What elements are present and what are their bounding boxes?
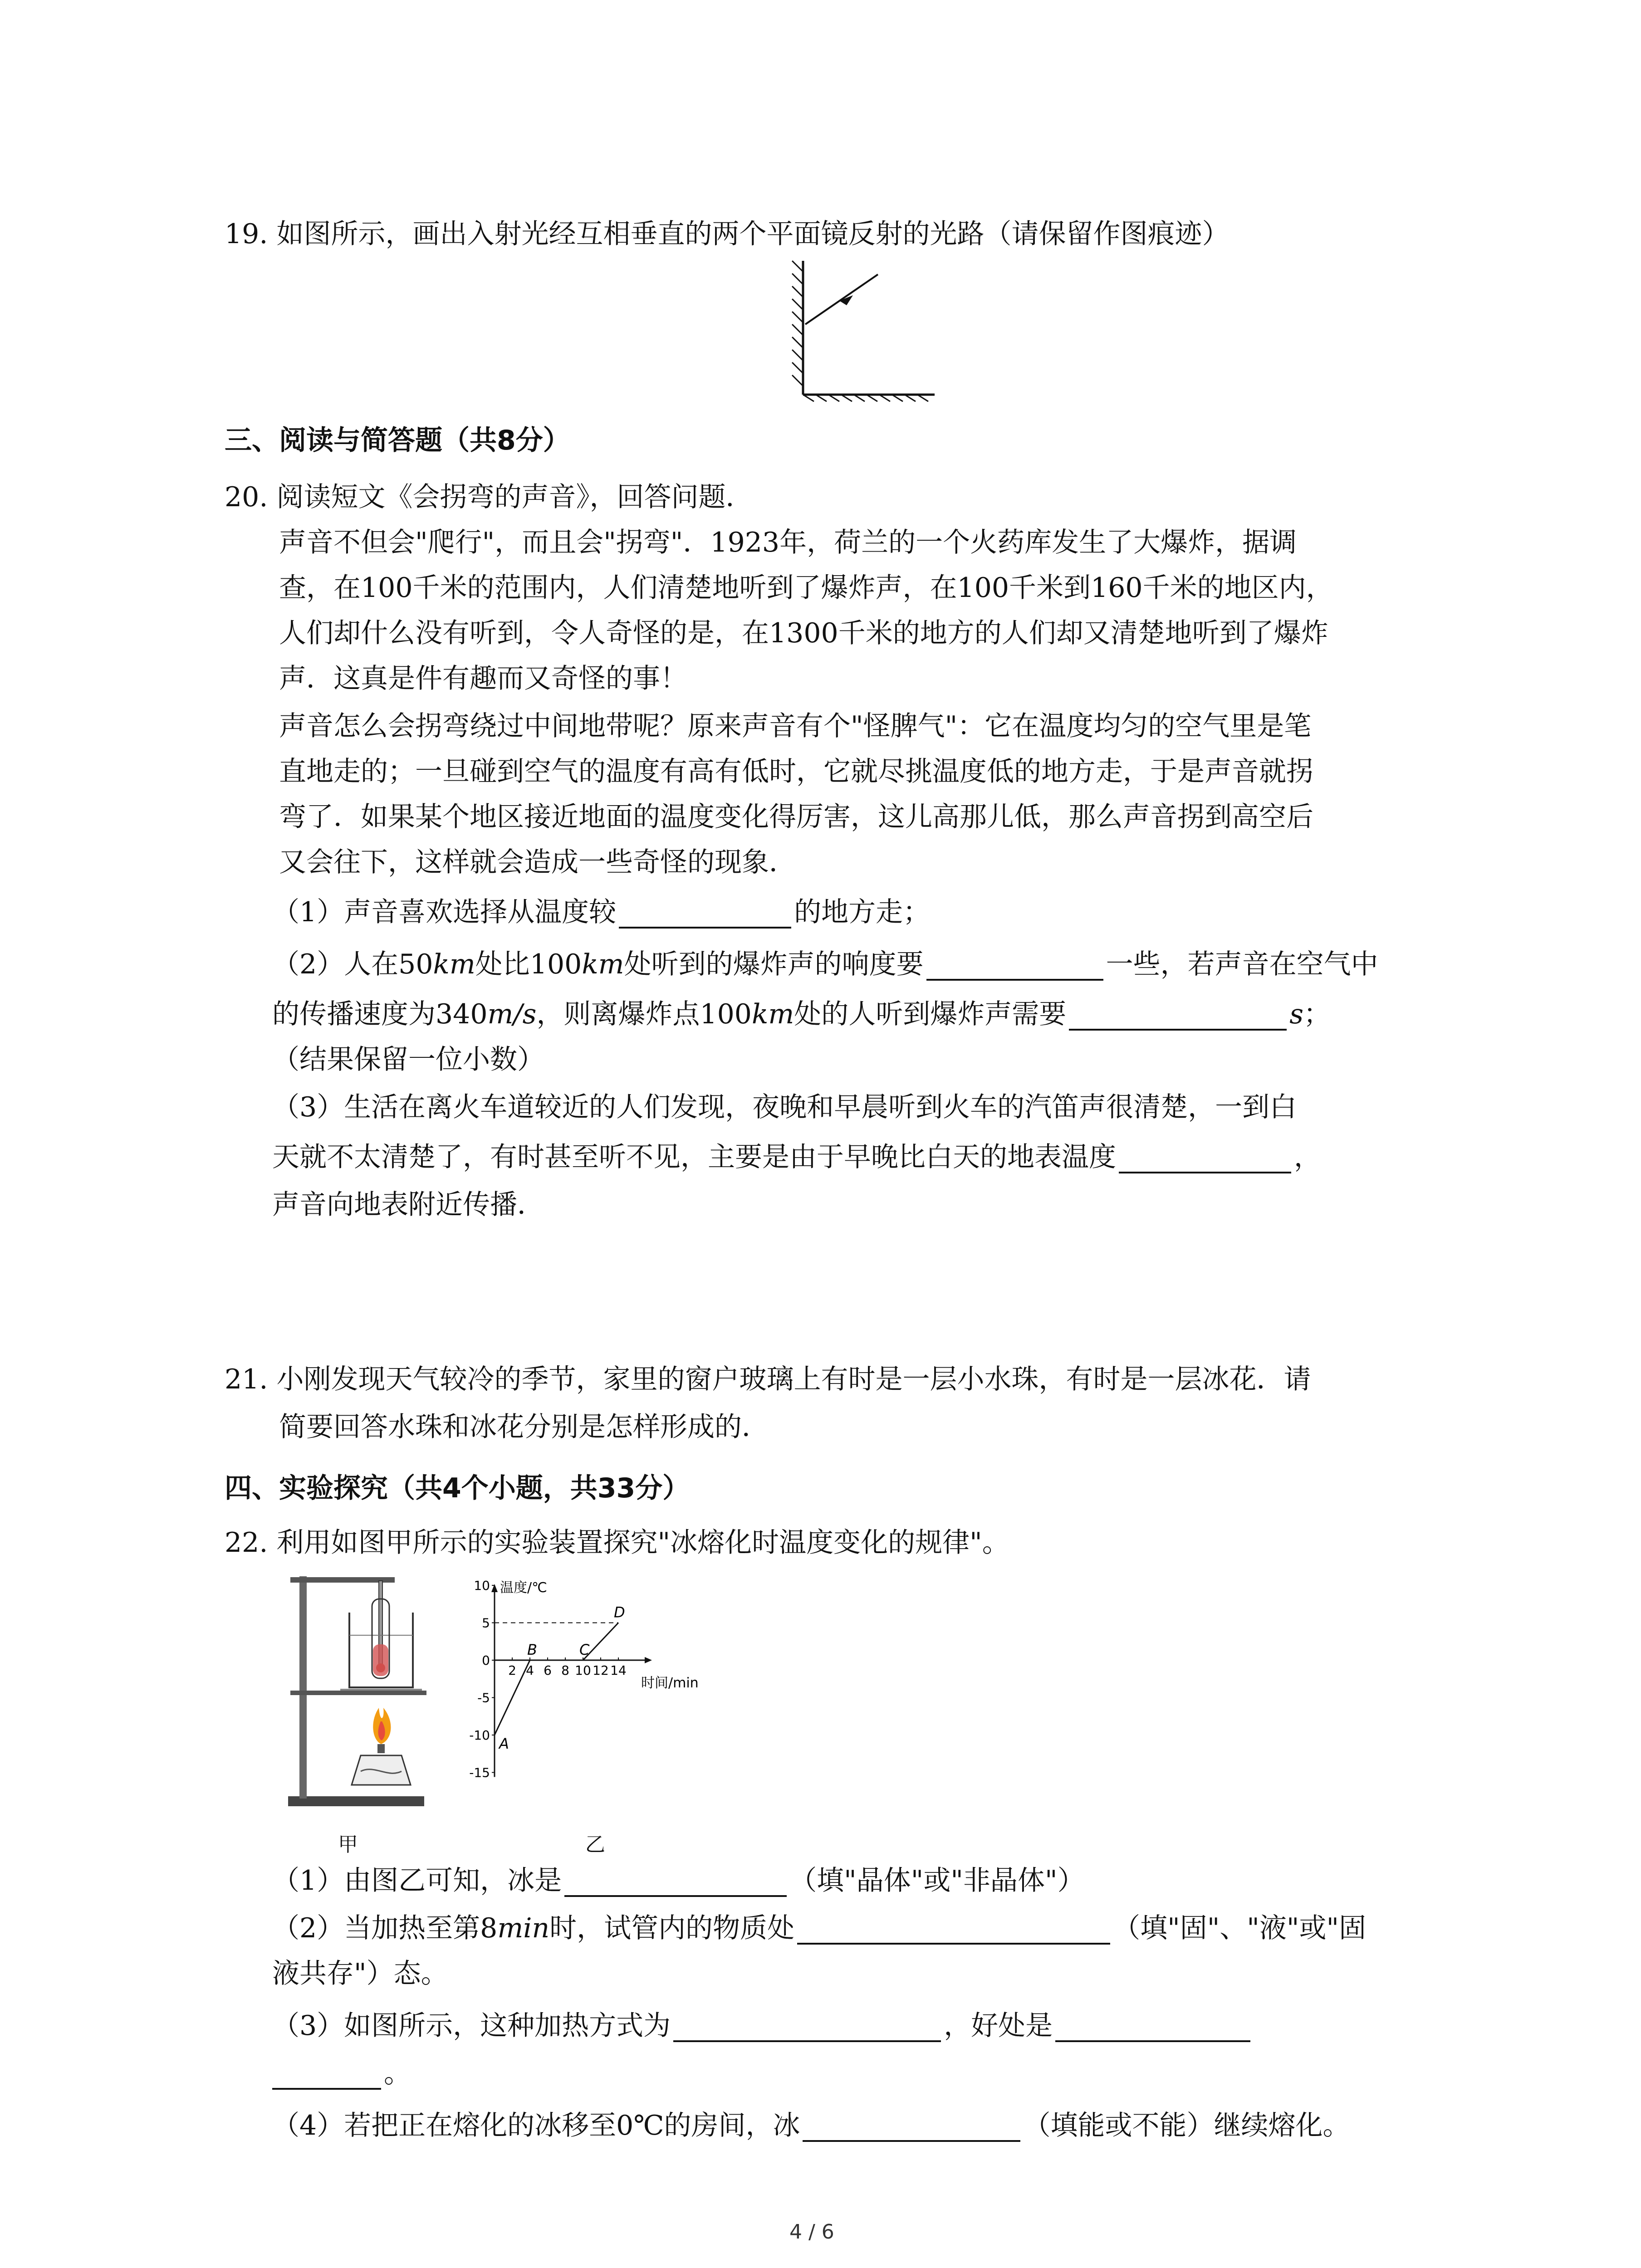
q22-sub4-text-a: （4）若把正在熔化的冰移至0℃的房间，冰 (272, 2110, 800, 2141)
ring-clamp (290, 1691, 426, 1695)
y-tick-label: -10 (469, 1728, 490, 1743)
unit-ms: m/s (487, 998, 537, 1030)
q21-line1 (225, 1363, 1311, 1396)
q22-sub1-tail: （填"晶体"或"非晶体"） (789, 1865, 1085, 1897)
q20-sub2-text-e: 的传播速度为340 (272, 998, 488, 1030)
stand-base (288, 1796, 424, 1806)
q20-sub2-text-b: 处比100 (475, 948, 582, 980)
q20-para1-line4: 声．这真是件有趣而又奇怪的事！ (279, 663, 687, 694)
q22-sub1-text: （1）由图乙可知，冰是 (272, 1865, 562, 1897)
q21-line2: 简要回答水珠和冰花分别是怎样形成的． (279, 1411, 769, 1443)
x-tick-label: 4 (526, 1663, 534, 1678)
q22-number: 22. (225, 1527, 268, 1559)
y-tick-label: -5 (477, 1690, 490, 1706)
q22-sub2-text-a: （2）当加热至第8 (272, 1912, 498, 1944)
q20-sub1-text: （1）声音喜欢选择从温度较 (272, 896, 617, 928)
q22-sub2-line2: 液共存"）态。 (272, 1958, 448, 1989)
alcohol-lamp (352, 1755, 411, 1785)
q20-sub2-text-d: 一些，若声音在空气中 (1106, 948, 1378, 980)
q22-sub2-line1 (272, 1912, 1366, 1945)
vertical-mirror-hatch (792, 261, 803, 386)
q22-sub3-text-a: （3）如图所示，这种加热方式为 (272, 2010, 671, 2042)
x-tick-label: 2 (508, 1663, 516, 1678)
unit-km: km (433, 948, 475, 980)
x-tick-label: 8 (561, 1663, 569, 1678)
q19-prompt: 如图所示，画出入射光经互相垂直的两个平面镜反射的光路（请保留作图痕迹） (276, 218, 1230, 250)
y-tick-label: 10 (474, 1578, 490, 1593)
q20-para1-line1: 声音不但会"爬行"，而且会"拐弯"．1923年，荷兰的一个火药库发生了大爆炸，据调 (279, 527, 1297, 558)
q19-number: 19. (225, 218, 268, 250)
q20-intro-line (225, 481, 753, 513)
q22-sub3-benefit-blank[interactable] (1055, 2013, 1250, 2042)
q20-number: 20. (225, 481, 268, 513)
x-axis-label: 时间/min (641, 1675, 699, 1691)
q22-sub4-text-b: （填能或不能）继续熔化。 (1023, 2110, 1350, 2141)
q20-sub2-text-g: 处的人听到爆炸声需要 (794, 998, 1067, 1030)
section4-title: 四、实验探究（共4个小题，共33分） (225, 1472, 690, 1504)
q22-sub2-text-c: （填"固"、"液"或"固 (1113, 1912, 1367, 1944)
q22-sub2-text-b: 时，试管内的物质处 (549, 1912, 795, 1944)
q20-sub2-line1 (272, 948, 1378, 981)
q20-para2-line1: 声音怎么会拐弯绕过中间地带呢？原来声音有个"怪脾气"：它在温度均匀的空气里是笔 (279, 710, 1312, 742)
q20-para1-line3: 人们却什么没有听到，令人奇怪的是，在1300千米的地方的人们却又清楚地听到了爆炸 (279, 617, 1328, 649)
q22-sub3-method-blank[interactable] (673, 2013, 941, 2042)
x-tick-label: 6 (544, 1663, 552, 1678)
q22-sub1-answer-blank[interactable] (564, 1868, 787, 1897)
unit-min: min (497, 1912, 550, 1944)
mirror-diagram (789, 256, 948, 404)
q22-sub3-line1 (272, 2009, 1253, 2042)
q22-sub3-line2 (272, 2057, 411, 2090)
page-number: 4 / 6 (789, 2220, 834, 2244)
y-tick-label: 5 (482, 1615, 490, 1631)
melting-curve (495, 1623, 618, 1735)
point-label-b: B (527, 1641, 537, 1658)
lamp-wick-holder (377, 1744, 385, 1753)
q19-text (225, 218, 1230, 250)
q20-sub2-text-c: 处听到的爆炸声的响度要 (624, 948, 924, 980)
x-tick-label: 12 (593, 1663, 609, 1678)
point-label-a: A (499, 1735, 509, 1752)
point-label-d: D (614, 1603, 625, 1621)
stand-pole (299, 1576, 307, 1799)
q20-sub2-text-f: ，则离爆炸点100 (536, 998, 752, 1030)
q22-sub1 (272, 1864, 1085, 1897)
q22-sub4 (272, 2109, 1350, 2142)
q20-para2-line2: 直地走的；一旦碰到空气的温度有高有低时，它就尽挑温度低的地方走，于是声音就拐 (279, 756, 1313, 787)
q21-text1: 小刚发现天气较冷的季节，家里的窗户玻璃上有时是一层小水珠，有时是一层冰花．请 (276, 1364, 1311, 1395)
unit-s: s (1289, 998, 1304, 1030)
q21-number: 21. (225, 1364, 268, 1395)
q20-sub1-answer-blank[interactable] (619, 899, 791, 929)
q20-para2-line3: 弯了．如果某个地区接近地面的温度变化得厉害，这儿高那儿低，那么声音拐到高空后 (279, 801, 1313, 833)
y-axis-label: 温度/℃ (500, 1580, 547, 1596)
q22-sub3-text-b: ，好处是 (944, 2010, 1053, 2042)
q20-para2-line4: 又会往下，这样就会造成一些奇怪的现象． (279, 846, 796, 878)
q20-sub2-line2 (272, 998, 1331, 1031)
y-tick-label: 0 (482, 1653, 490, 1668)
ice-sample (373, 1644, 388, 1676)
q20-para1-line2: 查，在100千米的范围内，人们清楚地听到了爆炸声，在100千米到160千米的地区内， (279, 572, 1333, 604)
section3-title: 三、阅读与简答题（共8分） (225, 425, 570, 456)
q20-sub2-loudness-blank[interactable] (926, 952, 1103, 981)
q20-sub3-text-c: ， (1294, 1141, 1321, 1173)
q20-sub3-line3: 声音向地表附近传播． (272, 1189, 544, 1221)
apparatus-figure (281, 1572, 431, 1817)
temperature-time-graph (454, 1578, 771, 1780)
q22-sub4-answer-blank[interactable] (803, 2113, 1020, 2142)
q20-sub2-note: （结果保留一位小数） (272, 1044, 544, 1075)
q22-intro: 利用如图甲所示的实验装置探究"冰熔化时温度变化的规律"。 (276, 1527, 1009, 1559)
x-tick-label: 14 (610, 1663, 627, 1678)
q20-sub1-tail: 的地方走； (794, 896, 931, 928)
q20-sub3-answer-blank[interactable] (1119, 1144, 1291, 1173)
figure-jia-label: 甲 (338, 1833, 358, 1856)
q20-sub1 (272, 896, 930, 929)
q22-sub3-text-c: 。 (384, 2058, 411, 2089)
q20-sub2-time-blank[interactable] (1069, 1002, 1287, 1031)
q20-sub3-line2 (272, 1141, 1321, 1173)
q20-sub3-line1: （3）生活在离火车道较近的人们发现，夜晚和早晨听到火车的汽笛声很清楚，一到白 (272, 1091, 1297, 1123)
point-label-c: C (579, 1641, 590, 1658)
unit-km: km (582, 948, 624, 980)
unit-km: km (751, 998, 794, 1030)
q20-sub2-text-h: ； (1303, 998, 1331, 1030)
y-tick-label: -15 (469, 1765, 490, 1780)
incident-ray (805, 274, 878, 324)
q22-sub2-answer-blank[interactable] (797, 1916, 1110, 1945)
x-axis-arrow (645, 1657, 652, 1663)
q22-intro-line (225, 1526, 1009, 1559)
q20-sub3-text-b: 天就不太清楚了，有时甚至听不见，主要是由于早晚比白天的地表温度 (272, 1141, 1116, 1173)
figure-yi-label: 乙 (585, 1833, 605, 1856)
q20-sub2-text-a: （2）人在50 (272, 948, 433, 980)
q22-sub3-benefit-blank-cont[interactable] (272, 2061, 381, 2090)
q20-intro: 阅读短文《会拐弯的声音》，回答问题． (276, 481, 753, 513)
x-tick-label: 10 (575, 1663, 591, 1678)
